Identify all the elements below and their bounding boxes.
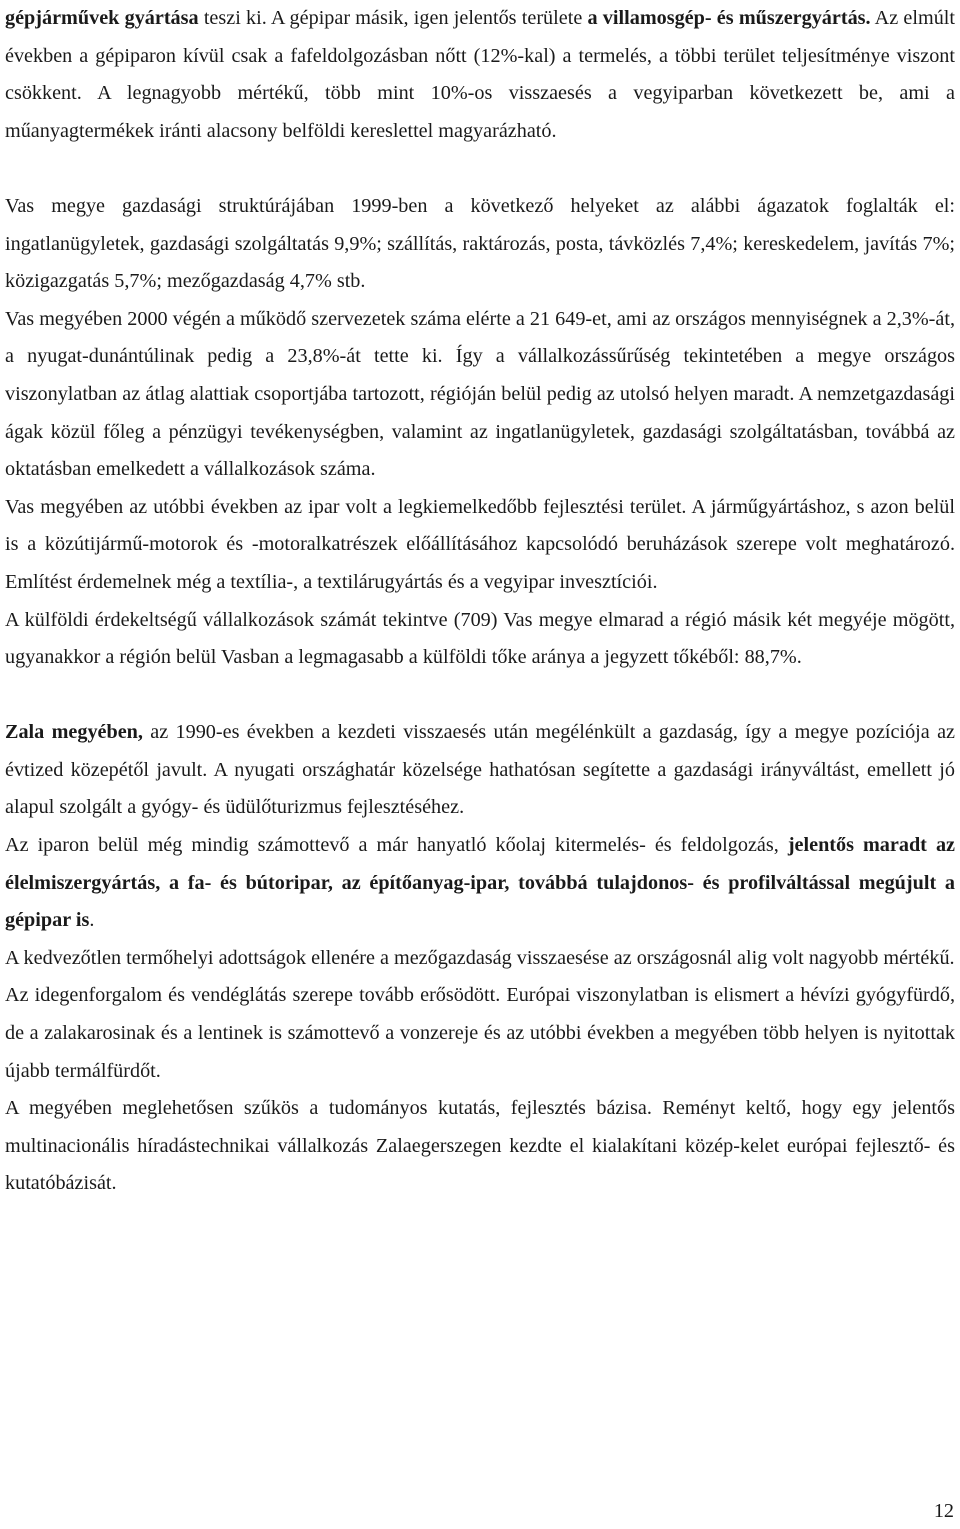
page-number: 12: [933, 1500, 954, 1522]
text-run: Az iparon belül még mindig számottevő a már hanyatló kőolaj kitermelés- és feldolgozás,: [5, 834, 788, 857]
text-run: Az idegenforgalom és vendéglátás szerepe tovább erősödött. Európai viszonylatban is elismert a hévízi gyógyfürdő, de a zalakarosinak és a lentinek is számottevő a vonzereje és az utóbbi években a megyében több helyen is nyitottak újabb termálfürdőt.: [5, 984, 955, 1082]
text-run: teszi ki. A gépipar másik, igen jelentős területe: [198, 7, 588, 29]
paragraph-spacer: [5, 150, 955, 188]
text-run: az 1990-es években a kezdeti visszaesés után megélénkült a gazdaság, így a megye pozíciója az évtized közepétől javult. A nyugati országhatár közelsége hathatósan segítette a gazdasági irányváltást, emellett jó alapul szolgált a gyógy- és üdülőturizmus fejlesztéséhez.: [5, 721, 955, 819]
paragraph-p5: [5, 602, 955, 677]
paragraph-spacer: [5, 677, 955, 715]
paragraph-p2: [5, 188, 955, 301]
paragraph-p3: [5, 301, 955, 489]
bold-text-run: gépjárművek gyártása: [5, 7, 199, 29]
text-run: .: [89, 909, 95, 932]
bold-text-run: Zala megyében,: [5, 721, 143, 744]
document-body: [5, 0, 955, 1203]
bold-text-run: jelentős maradt az élelmiszergyártás, a fa- és bútoripar, az építőanyag-ipar, továbbá tulajdonos- és profilváltással megújult a gépipar is: [5, 834, 955, 932]
paragraph-p9: [5, 977, 955, 1090]
bold-text-run: a villamosgép- és műszergyártás.: [587, 7, 871, 29]
text-run: A külföldi érdekeltségű vállalkozások számát tekintve (709) Vas megye elmarad a régió másik két megyéje mögött, ugyanakkor a régión belül Vasban a legmagasabb a külföldi tőke aránya a jegyzett tőkéből: 88,7%.: [5, 608, 955, 669]
text-run: Vas megyében 2000 végén a működő szervezetek száma elérte a 21 649-et, ami az országos mennyiségnek a 2,3%-át, a nyugat-dunántúlinak pedig a 23,8%-át tette ki. Így a vállalkozássűrűség tekintetében a megye országos viszonylatban az átlag alattiak csoportjába tartozott, régióján belül pedig az utolsó helyen maradt. A nemzetgazdasági ágak közül főleg a pénzügyi tevékenységben, valamint az ingatlanügyletek, gazdasági szolgáltatásban, továbbá az oktatásban emelkedett a vállalkozások száma.: [5, 307, 955, 481]
paragraph-p7: [5, 827, 955, 940]
text-run: Az elmúlt években a gépiparon kívül csak a fafeldolgozásban nőtt (12%-kal) a termelés, a többi terület teljesítménye viszont csökkent. A legnagyobb mértékű, több mint 10%-os visszaesés a vegyiparban következett be, ami a műanyagtermékek iránti alacsony belföldi kereslettel magyarázható.: [5, 7, 956, 142]
paragraph-p8: [5, 940, 955, 978]
text-run: A kedvezőtlen termőhelyi adottságok ellenére a mezőgazdaság visszaesése az országosnál alig volt nagyobb mértékű.: [5, 946, 955, 969]
paragraph-p4: [5, 489, 955, 602]
text-run: Vas megyében az utóbbi években az ipar volt a legkiemelkedőbb fejlesztési terület. A járműgyártáshoz, s azon belül is a közútijármű-motorok és -motoralkatrészek előállításához kapcsolódó beruházások szerepe volt meghatározó. Említést érdemelnek még a textília-, a textilárugyártás és a vegyipar invesztíciói.: [5, 495, 955, 593]
paragraph-p6: [5, 714, 955, 827]
paragraph-p1: [5, 0, 955, 150]
paragraph-p10: [5, 1090, 955, 1203]
text-run: A megyében meglehetősen szűkös a tudományos kutatás, fejlesztés bázisa. Reményt keltő, hogy egy jelentős multinacionális híradástechnikai vállalkozás Zalaegerszegen kezdte el kialakítani közép-kelet európai fejlesztő- és kutatóbázisát.: [5, 1097, 955, 1195]
paragraph-list: [5, 0, 955, 1203]
text-run: Vas megye gazdasági struktúrájában 1999-ben a következő helyeket az alábbi ágazatok foglalták el: ingatlanügyletek, gazdasági szolgáltatás 9,9%; szállítás, raktározás, posta, távközlés 7,4%; kereskedelem, javítás 7%; közigazgatás 5,7%; mezőgazdaság 4,7% stb.: [5, 194, 955, 293]
